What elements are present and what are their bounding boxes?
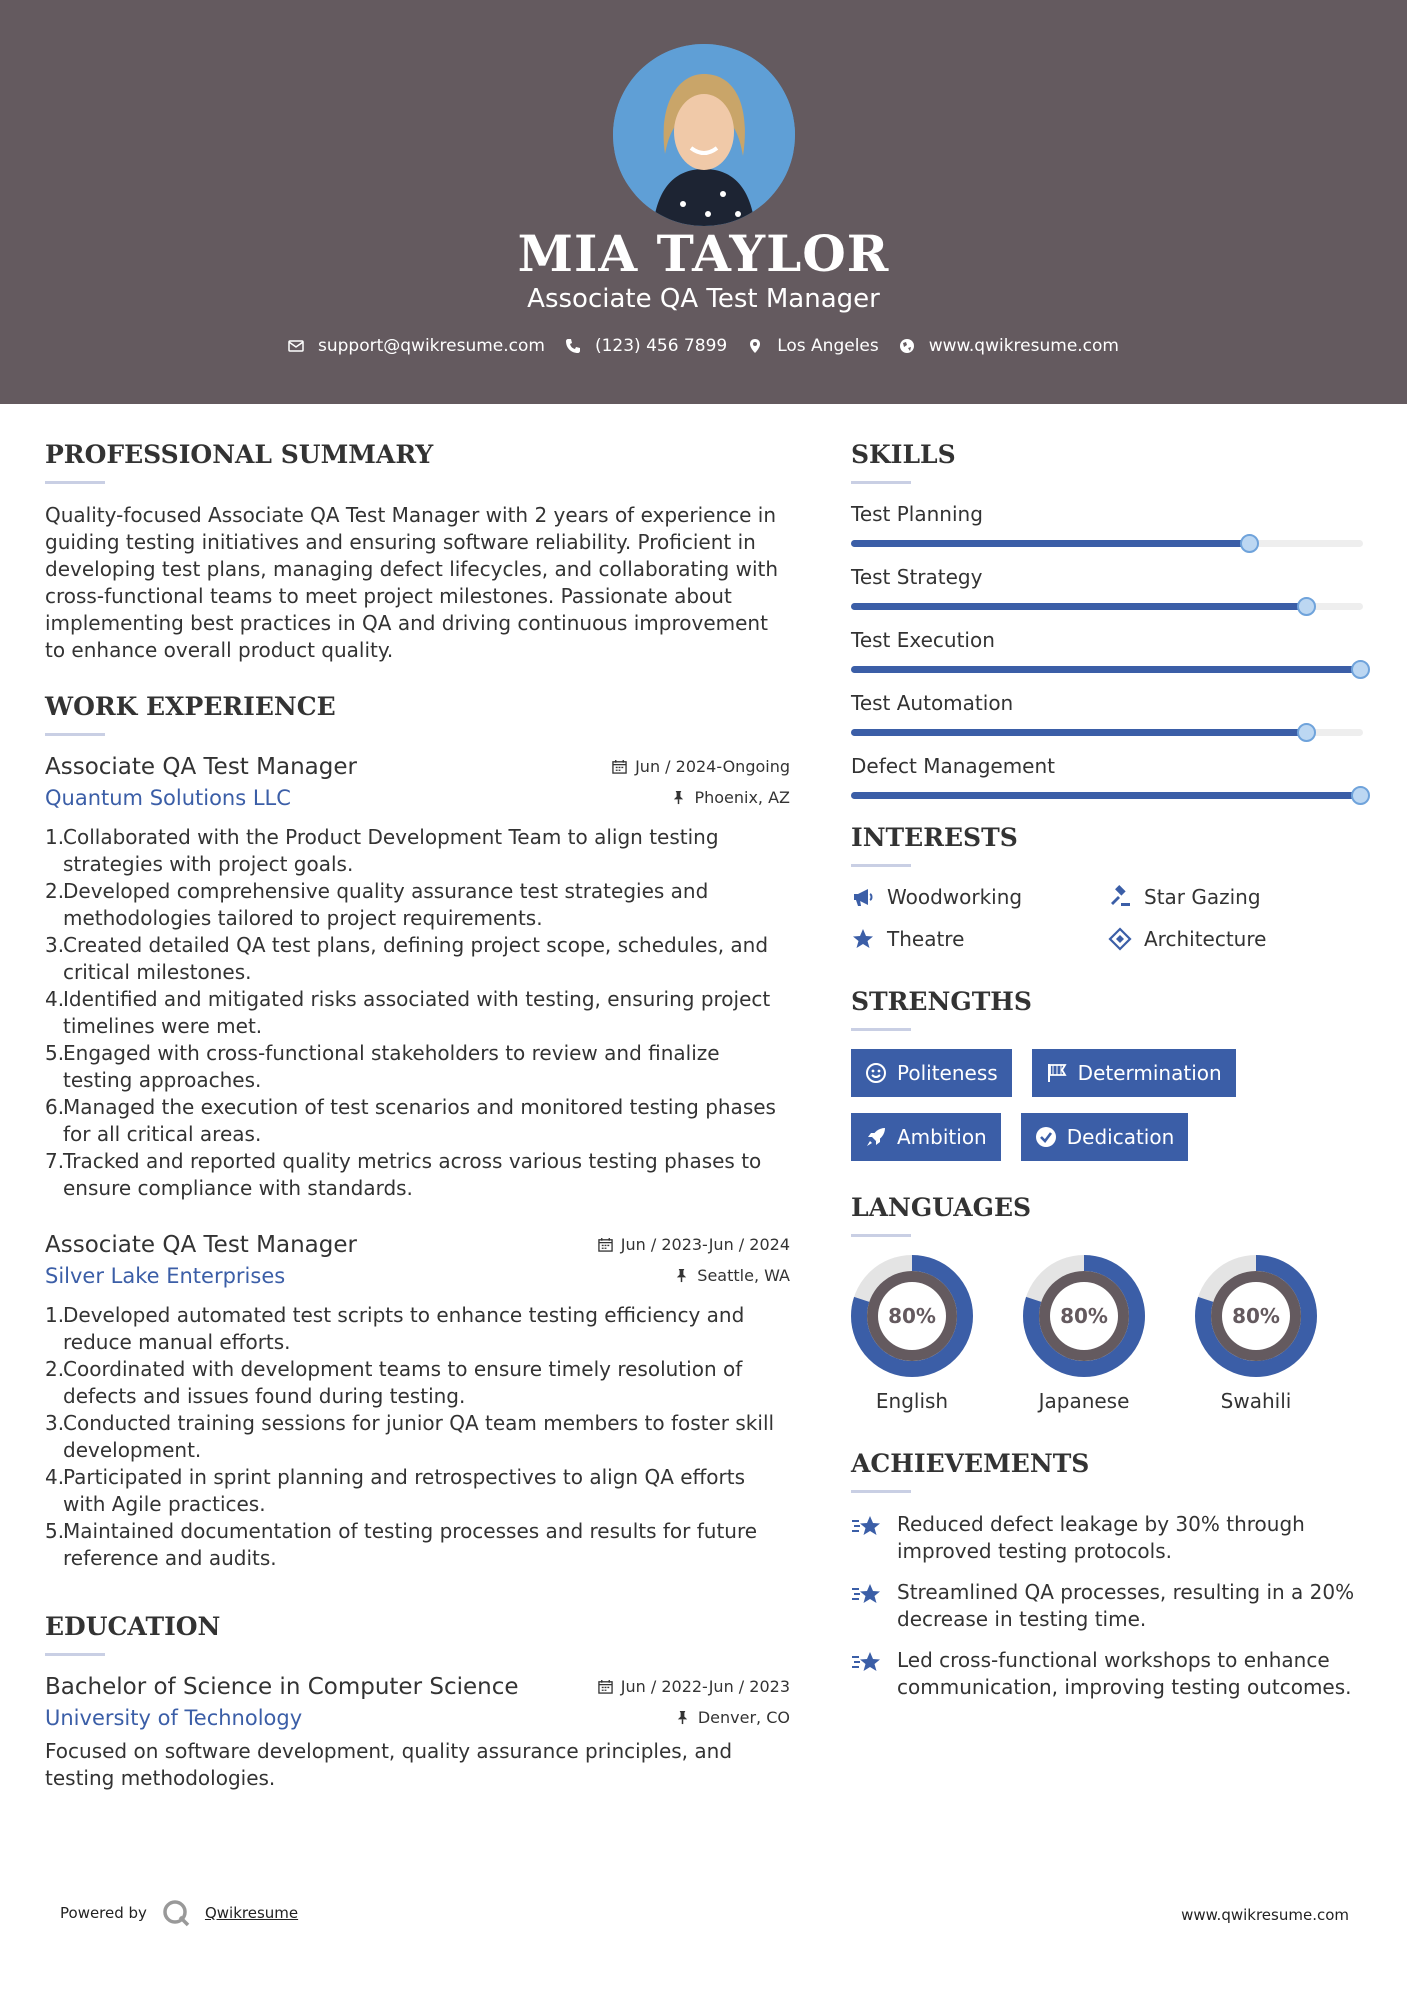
list-item: 2. Coordinated with development teams to ensure timely resolution of defects and issues found during testing.: [45, 1357, 743, 1408]
job-location: [674, 1266, 790, 1285]
language-name: Swahili: [1220, 1389, 1292, 1413]
brand-link[interactable]: Qwikresume: [204, 1904, 299, 1922]
list-item: 7. Tracked and reported quality metrics across various testing phases to ensure compliance with standards.: [45, 1149, 762, 1200]
interest-item: Architecture: [1108, 927, 1365, 951]
map-pin-icon: [747, 338, 763, 354]
skill-bar-fill: [851, 666, 1363, 673]
left-column: [45, 440, 790, 1792]
skill-bar-knob: [1297, 723, 1316, 742]
megaphone-icon: [851, 885, 875, 909]
skill-name: Test Automation: [851, 691, 1014, 715]
contact-email[interactable]: [288, 336, 545, 356]
education-description: Focused on software development, quality assurance principles, and testing methodologies.: [45, 1739, 733, 1790]
strength-chip: Dedication: [1021, 1113, 1189, 1161]
shooting-star-icon: [851, 1581, 883, 1609]
calendar-icon: [612, 759, 627, 774]
language-name: English: [875, 1389, 949, 1413]
language-item: [1195, 1255, 1317, 1413]
language-ring: [1023, 1255, 1145, 1377]
flag-icon: [1046, 1062, 1068, 1084]
strength-chip: Determination: [1032, 1049, 1236, 1097]
skill-bar-knob: [1351, 660, 1370, 679]
interest-item: Woodworking: [851, 885, 1108, 909]
list-item: 5. Maintained documentation of testing processes and results for future reference and audits.: [45, 1519, 758, 1570]
work-heading: WORK EXPERIENCE: [45, 692, 336, 721]
shooting-star-icon: [851, 1513, 883, 1541]
strengths-chips: [851, 1049, 1366, 1161]
contact-row: [0, 336, 1407, 356]
language-percent: 80%: [888, 1304, 936, 1328]
shooting-star-icon: [851, 1649, 883, 1677]
education-heading: EDUCATION: [45, 1612, 221, 1641]
job-date-text: Jun / 2024-Ongoing: [635, 757, 790, 776]
right-column: [851, 440, 1366, 1715]
section-divider: [851, 1028, 911, 1031]
language-percent: 80%: [1060, 1304, 1108, 1328]
email-text: support@qwikresume.com: [318, 336, 545, 356]
envelope-icon: [288, 338, 304, 354]
candidate-name: MIA TAYLOR: [517, 224, 890, 283]
skill-bar-knob: [1240, 534, 1259, 553]
list-item: 3. Conducted training sessions for junior QA team members to foster skill development.: [45, 1411, 775, 1462]
gavel-icon: [1108, 885, 1132, 909]
education-date-text: Jun / 2022-Jun / 2023: [620, 1677, 790, 1696]
education-location: [675, 1708, 790, 1727]
skill-bar-fill: [851, 603, 1307, 610]
job-title: Associate QA Test Manager: [45, 1232, 357, 1258]
skills-section: [851, 440, 1366, 799]
language-percent: 80%: [1232, 1304, 1280, 1328]
degree-title: Bachelor of Science in Computer Science: [45, 1674, 519, 1700]
list-item: 5. Engaged with cross-functional stakeholders to review and finalize testing approaches.: [45, 1041, 720, 1092]
contact-phone[interactable]: [565, 336, 727, 356]
language-item: [1023, 1255, 1145, 1413]
language-ring: [851, 1255, 973, 1377]
skill-bar-track: [851, 792, 1363, 799]
smile-icon: [865, 1062, 887, 1084]
interests-section: [851, 823, 1366, 951]
strength-chip: Ambition: [851, 1113, 1001, 1161]
check-circle-icon: [1035, 1126, 1057, 1148]
interests-heading: INTERESTS: [851, 823, 1018, 852]
languages-heading: LANGUAGES: [851, 1193, 1032, 1222]
job-bullets: [45, 1302, 790, 1572]
candidate-title: Associate QA Test Manager: [527, 284, 880, 314]
skill-bar-fill: [851, 729, 1307, 736]
qwikresume-logo-icon: [161, 1898, 191, 1928]
pushpin-icon: [674, 1268, 689, 1283]
language-item: [851, 1255, 973, 1413]
ticket-icon: [1108, 927, 1132, 951]
powered-by-text: Powered by: [60, 1904, 147, 1922]
skill-name: Defect Management: [851, 754, 1055, 778]
rocket-icon: [865, 1126, 887, 1148]
summary-section: [45, 440, 790, 664]
star-icon: [851, 927, 875, 951]
skill-bar-knob: [1297, 597, 1316, 616]
list-item: 1. Developed automated test scripts to enhance testing efficiency and reduce manual efforts.: [45, 1303, 745, 1354]
language-name: Japanese: [1038, 1389, 1130, 1413]
summary-text: Quality-focused Associate QA Test Manager with 2 years of experience in guiding testing initiatives and ensuring software reliability. Proficient in developing test plans, managing defect lifecycles, and collaborating with cross-functional teams to meet project milestones. Passionate about implementing best practices in QA and driving continuous improvement to enhance overall product quality.: [45, 503, 779, 662]
globe-icon: [899, 338, 915, 354]
pushpin-icon: [675, 1710, 690, 1725]
list-item: 4. Identified and mitigated risks associated with testing, ensuring project timelines were met.: [45, 987, 771, 1038]
summary-heading: PROFESSIONAL SUMMARY: [45, 440, 434, 469]
contact-location: [747, 336, 879, 356]
job-date-text: Jun / 2023-Jun / 2024: [620, 1235, 790, 1254]
skill-bar-knob: [1351, 786, 1370, 805]
calendar-icon: [598, 1237, 613, 1252]
section-divider: [851, 864, 911, 867]
company-name: Silver Lake Enterprises: [45, 1264, 286, 1288]
skill-name: Test Planning: [851, 502, 983, 526]
skill-bar-track: [851, 729, 1363, 736]
education-date: [598, 1677, 790, 1696]
interest-item: Theatre: [851, 927, 1108, 951]
skill-item: [851, 502, 1366, 547]
footer-branding: [60, 1898, 298, 1928]
achievements-heading: ACHIEVEMENTS: [851, 1449, 1090, 1478]
languages-section: [851, 1193, 1366, 1413]
achievement-item: Reduced defect leakage by 30% through improved testing protocols.: [851, 1511, 1366, 1565]
achievements-section: [851, 1449, 1366, 1701]
pushpin-icon: [671, 790, 686, 805]
education-location-text: Denver, CO: [697, 1708, 790, 1727]
job-date: [598, 1235, 790, 1254]
job-location-text: Seattle, WA: [697, 1266, 790, 1285]
education-section: [45, 1612, 790, 1792]
list-item: 2. Developed comprehensive quality assurance test strategies and methodologies tailored to project requirements.: [45, 879, 709, 930]
list-item: 3. Created detailed QA test plans, defining project scope, schedules, and critical milestones.: [45, 933, 769, 984]
phone-text: (123) 456 7899: [594, 336, 728, 356]
job-location: [671, 788, 790, 807]
section-divider: [45, 1653, 105, 1656]
languages-list: [851, 1255, 1366, 1413]
skill-bar-track: [851, 666, 1363, 673]
calendar-icon: [598, 1679, 613, 1694]
section-divider: [851, 481, 911, 484]
skills-list: [851, 502, 1366, 799]
language-ring: [1195, 1255, 1317, 1377]
section-divider: [851, 1490, 911, 1493]
profile-photo: [613, 44, 795, 226]
skill-name: Test Strategy: [851, 565, 983, 589]
skill-name: Test Execution: [851, 628, 995, 652]
contact-website[interactable]: [899, 336, 1119, 356]
skill-item: [851, 565, 1366, 610]
job-entry: [45, 1232, 790, 1572]
work-section: [45, 692, 790, 1572]
school-name: University of Technology: [45, 1706, 303, 1730]
list-item: 6. Managed the execution of test scenarios and monitored testing phases for all critical areas.: [45, 1095, 776, 1146]
strengths-section: [851, 987, 1366, 1161]
skill-bar-fill: [851, 540, 1250, 547]
skill-item: [851, 628, 1366, 673]
website-text: www.qwikresume.com: [928, 336, 1119, 356]
skill-item: [851, 691, 1366, 736]
list-item: 4. Participated in sprint planning and retrospectives to align QA efforts with Agile practices.: [45, 1465, 746, 1516]
skill-bar-track: [851, 603, 1363, 610]
job-bullets: [45, 824, 790, 1202]
section-divider: [45, 481, 105, 484]
footer-website[interactable]: www.qwikresume.com: [1181, 1906, 1349, 1924]
resume-header: [0, 0, 1407, 404]
achievement-item: Led cross-functional workshops to enhance communication, improving testing outcomes.: [851, 1647, 1366, 1701]
phone-icon: [565, 338, 581, 354]
job-title: Associate QA Test Manager: [45, 754, 357, 780]
skill-bar-track: [851, 540, 1363, 547]
strength-chip: Politeness: [851, 1049, 1012, 1097]
job-date: [612, 757, 790, 776]
job-location-text: Phoenix, AZ: [694, 788, 790, 807]
section-divider: [45, 733, 105, 736]
skill-item: [851, 754, 1366, 799]
list-item: 1. Collaborated with the Product Development Team to align testing strategies with project goals.: [45, 825, 719, 876]
interest-item: Star Gazing: [1108, 885, 1365, 909]
skills-heading: SKILLS: [851, 440, 956, 469]
achievement-item: Streamlined QA processes, resulting in a 20% decrease in testing time.: [851, 1579, 1366, 1633]
person-avatar-icon: [613, 44, 795, 226]
company-name: Quantum Solutions LLC: [45, 786, 291, 810]
location-text: Los Angeles: [777, 336, 879, 356]
interests-grid: [851, 885, 1366, 951]
section-divider: [851, 1234, 911, 1237]
job-entry: [45, 754, 790, 1202]
skill-bar-fill: [851, 792, 1363, 799]
strengths-heading: STRENGTHS: [851, 987, 1032, 1016]
